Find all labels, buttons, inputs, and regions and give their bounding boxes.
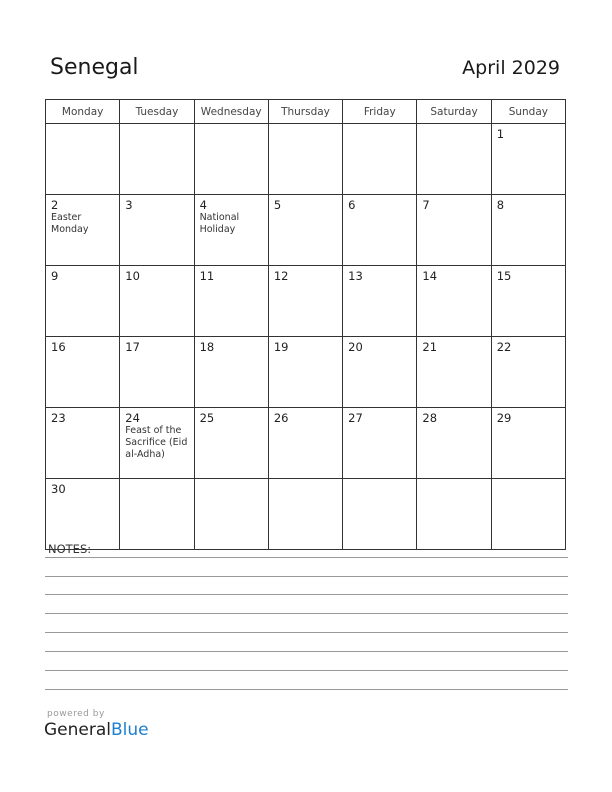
day-cell — [120, 195, 194, 266]
day-cell — [343, 479, 417, 550]
day-number: 27 — [348, 411, 363, 425]
day-cell — [417, 479, 491, 550]
day-number: 14 — [422, 269, 438, 283]
day-number: 18 — [199, 340, 215, 354]
day-cell — [417, 266, 491, 337]
week-row — [46, 479, 566, 550]
week-row — [46, 195, 566, 266]
day-cell — [343, 408, 417, 479]
day-number: 16 — [51, 340, 66, 354]
day-number: 9 — [51, 269, 59, 283]
day-number: 13 — [348, 269, 363, 283]
month-title: April 2029 — [462, 57, 560, 79]
day-cell — [120, 266, 194, 337]
day-cell — [120, 337, 194, 408]
day-cell — [194, 479, 268, 550]
day-number: 22 — [496, 340, 512, 354]
day-number: 20 — [348, 340, 363, 354]
brand-blue: Blue — [111, 720, 149, 740]
day-cell — [120, 124, 194, 195]
day-cell — [491, 337, 565, 408]
day-number: 1 — [496, 127, 505, 141]
day-cell — [46, 124, 120, 195]
day-cell — [46, 337, 120, 408]
day-cell — [491, 479, 565, 550]
generalblue-logo — [44, 720, 149, 740]
day-cell — [194, 408, 268, 479]
day-cell — [268, 266, 342, 337]
day-cell — [46, 479, 120, 550]
notes-line — [45, 594, 568, 595]
day-number: 28 — [422, 411, 438, 425]
day-number: 2 — [51, 198, 59, 212]
weekday-monday: Monday — [46, 100, 120, 124]
holiday-label: Easter Monday — [51, 212, 89, 235]
day-cell — [120, 408, 194, 479]
notes-line — [45, 557, 568, 558]
day-cell — [491, 124, 565, 195]
day-cell — [343, 266, 417, 337]
day-number: 12 — [273, 269, 289, 283]
day-number: 4 — [199, 198, 207, 212]
weekday-tuesday: Tuesday — [120, 100, 194, 124]
weekday-sunday: Sunday — [491, 100, 565, 124]
day-number: 3 — [125, 198, 133, 212]
powered-by-text: powered by — [47, 709, 105, 719]
day-number: 11 — [199, 269, 215, 283]
day-cell — [343, 337, 417, 408]
day-cell — [46, 195, 120, 266]
day-number: 17 — [125, 340, 140, 354]
weekday-thursday: Thursday — [268, 100, 342, 124]
holiday-label: Feast of the Sacrifice (Eid al-Adha) — [125, 425, 188, 460]
day-cell — [343, 124, 417, 195]
notes-label: NOTES: — [48, 542, 92, 556]
country-title: Senegal — [50, 55, 139, 80]
weekday-friday: Friday — [343, 100, 417, 124]
day-cell — [417, 408, 491, 479]
day-cell — [491, 266, 565, 337]
day-cell — [491, 195, 565, 266]
day-number: 5 — [273, 198, 282, 212]
notes-line — [45, 689, 568, 690]
day-cell — [194, 195, 268, 266]
day-cell — [46, 408, 120, 479]
day-cell — [268, 479, 342, 550]
day-cell — [491, 408, 565, 479]
day-cell — [194, 124, 268, 195]
day-number: 24 — [125, 411, 140, 425]
day-cell — [268, 195, 342, 266]
day-number: 19 — [273, 340, 289, 354]
week-row — [46, 266, 566, 337]
day-number: 21 — [422, 340, 438, 354]
holiday-label: National Holiday — [199, 212, 240, 235]
notes-line — [45, 576, 568, 577]
day-number: 15 — [496, 269, 512, 283]
day-number: 30 — [51, 482, 66, 496]
day-number: 7 — [422, 198, 430, 212]
weekday-wednesday: Wednesday — [194, 100, 268, 124]
notes-line — [45, 670, 568, 671]
day-cell — [268, 408, 342, 479]
day-number: 8 — [496, 198, 505, 212]
day-number: 26 — [273, 411, 289, 425]
day-number: 6 — [348, 198, 356, 212]
day-cell — [268, 124, 342, 195]
brand-general: General — [44, 720, 111, 740]
day-cell — [120, 479, 194, 550]
day-number: 10 — [125, 269, 140, 283]
day-cell — [194, 337, 268, 408]
day-cell — [417, 337, 491, 408]
day-cell — [417, 195, 491, 266]
notes-line — [45, 613, 568, 614]
day-cell — [268, 337, 342, 408]
day-cell — [46, 266, 120, 337]
day-number: 25 — [199, 411, 215, 425]
calendar-grid — [45, 99, 566, 550]
week-row — [46, 408, 566, 479]
week-row — [46, 337, 566, 408]
day-number: 29 — [496, 411, 512, 425]
notes-line — [45, 651, 568, 652]
day-cell — [417, 124, 491, 195]
day-cell — [343, 195, 417, 266]
notes-line — [45, 632, 568, 633]
week-row — [46, 124, 566, 195]
day-cell — [194, 266, 268, 337]
weekday-header-row — [46, 100, 566, 124]
weekday-saturday: Saturday — [417, 100, 491, 124]
day-number: 23 — [51, 411, 66, 425]
